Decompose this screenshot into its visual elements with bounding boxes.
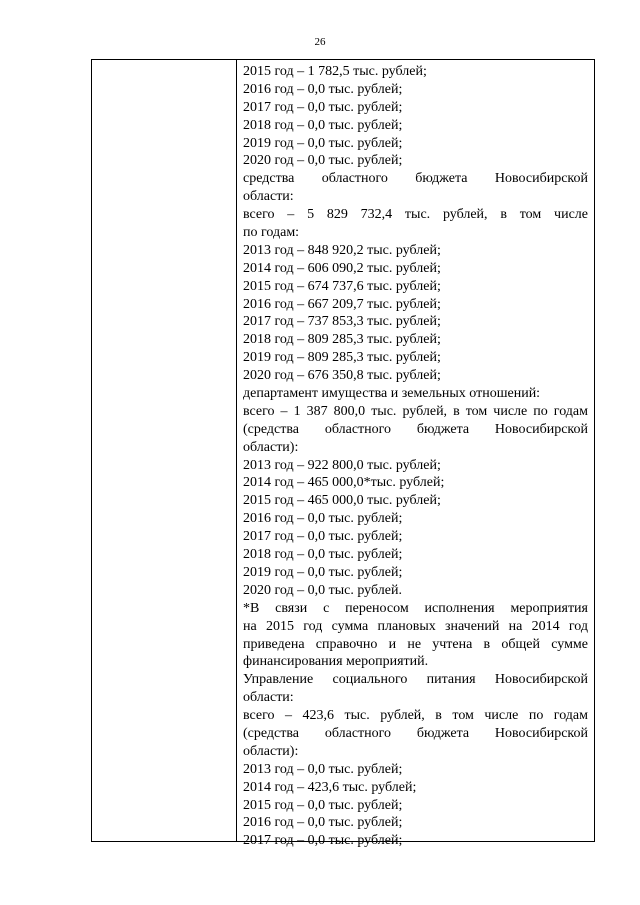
text-line: *В связи с переносом исполнения мероприятия xyxy=(243,600,588,616)
text-line: 2014 год – 423,6 тыс. рублей; xyxy=(243,779,417,795)
text-line: департамент имущества и земельных отношений: xyxy=(243,386,541,402)
text-line: 2015 год – 465 000,0 тыс. рублей; xyxy=(243,493,441,509)
text-line: 2015 год – 674 737,6 тыс. рублей; xyxy=(243,278,441,294)
text-line: на 2015 год сумма плановых значений на 2014 год xyxy=(243,618,588,634)
text-line: 2020 год – 0,0 тыс. рублей; xyxy=(243,153,403,169)
text-line: 2013 год – 922 800,0 тыс. рублей; xyxy=(243,457,441,473)
table-right-cell xyxy=(237,60,594,849)
text-line: 2013 год – 848 920,2 тыс. рублей; xyxy=(243,242,441,258)
text-line: 2019 год – 0,0 тыс. рублей; xyxy=(243,135,403,151)
text-line: 2017 год – 737 853,3 тыс. рублей; xyxy=(243,314,441,330)
text-line: области): xyxy=(243,743,299,759)
text-line: приведена справочно и не учтена в общей сумме xyxy=(243,636,588,652)
text-line: (средства областного бюджета Новосибирской xyxy=(243,421,588,437)
text-line: 2016 год – 0,0 тыс. рублей; xyxy=(243,81,403,97)
text-line: 2014 год – 606 090,2 тыс. рублей; xyxy=(243,260,441,276)
text-line: 2018 год – 0,0 тыс. рублей; xyxy=(243,547,403,563)
text-line: 2015 год – 1 782,5 тыс. рублей; xyxy=(243,64,427,79)
text-line: финансирования мероприятий. xyxy=(243,654,429,670)
text-line: области: xyxy=(243,189,294,205)
text-line: всего – 423,6 тыс. рублей, в том числе по годам xyxy=(243,708,588,724)
text-line: по годам: xyxy=(243,225,300,241)
text-line: (средства областного бюджета Новосибирской xyxy=(243,725,588,741)
text-line: 2017 год – 0,0 тыс. рублей; xyxy=(243,529,403,545)
text-line: 2016 год – 0,0 тыс. рублей; xyxy=(243,511,403,527)
text-line: средства областного бюджета Новосибирской xyxy=(243,171,588,187)
text-line: области): xyxy=(243,439,299,455)
text-line: всего – 5 829 732,4 тыс. рублей, в том числе xyxy=(243,207,588,223)
text-line: области: xyxy=(243,690,294,706)
table-left-cell xyxy=(92,60,237,841)
text-line: 2020 год – 676 350,8 тыс. рублей; xyxy=(243,368,441,384)
text-line: 2014 год – 465 000,0*тыс. рублей; xyxy=(243,475,445,491)
text-line: 2013 год – 0,0 тыс. рублей; xyxy=(243,761,403,777)
page-number: 26 xyxy=(314,36,326,48)
text-line: 2020 год – 0,0 тыс. рублей. xyxy=(243,582,402,598)
text-line: 2017 год – 0,0 тыс. рублей; xyxy=(243,99,403,115)
financing-table xyxy=(91,59,595,849)
text-line: 2019 год – 809 285,3 тыс. рублей; xyxy=(243,350,441,366)
text-line: 2016 год – 0,0 тыс. рублей; xyxy=(243,815,403,831)
text-line: всего – 1 387 800,0 тыс. рублей, в том числе по годам xyxy=(243,403,588,419)
text-line: 2016 год – 667 209,7 тыс. рублей; xyxy=(243,296,441,312)
text-line: 2018 год – 809 285,3 тыс. рублей; xyxy=(243,332,441,348)
text-line: 2019 год – 0,0 тыс. рублей; xyxy=(243,564,403,580)
text-line: 2015 год – 0,0 тыс. рублей; xyxy=(243,797,403,813)
text-line: Управление социального питания Новосибирской xyxy=(243,672,588,688)
text-line: 2018 год – 0,0 тыс. рублей; xyxy=(243,117,403,133)
text-line: 2017 год – 0,0 тыс. рублей; xyxy=(243,833,403,849)
